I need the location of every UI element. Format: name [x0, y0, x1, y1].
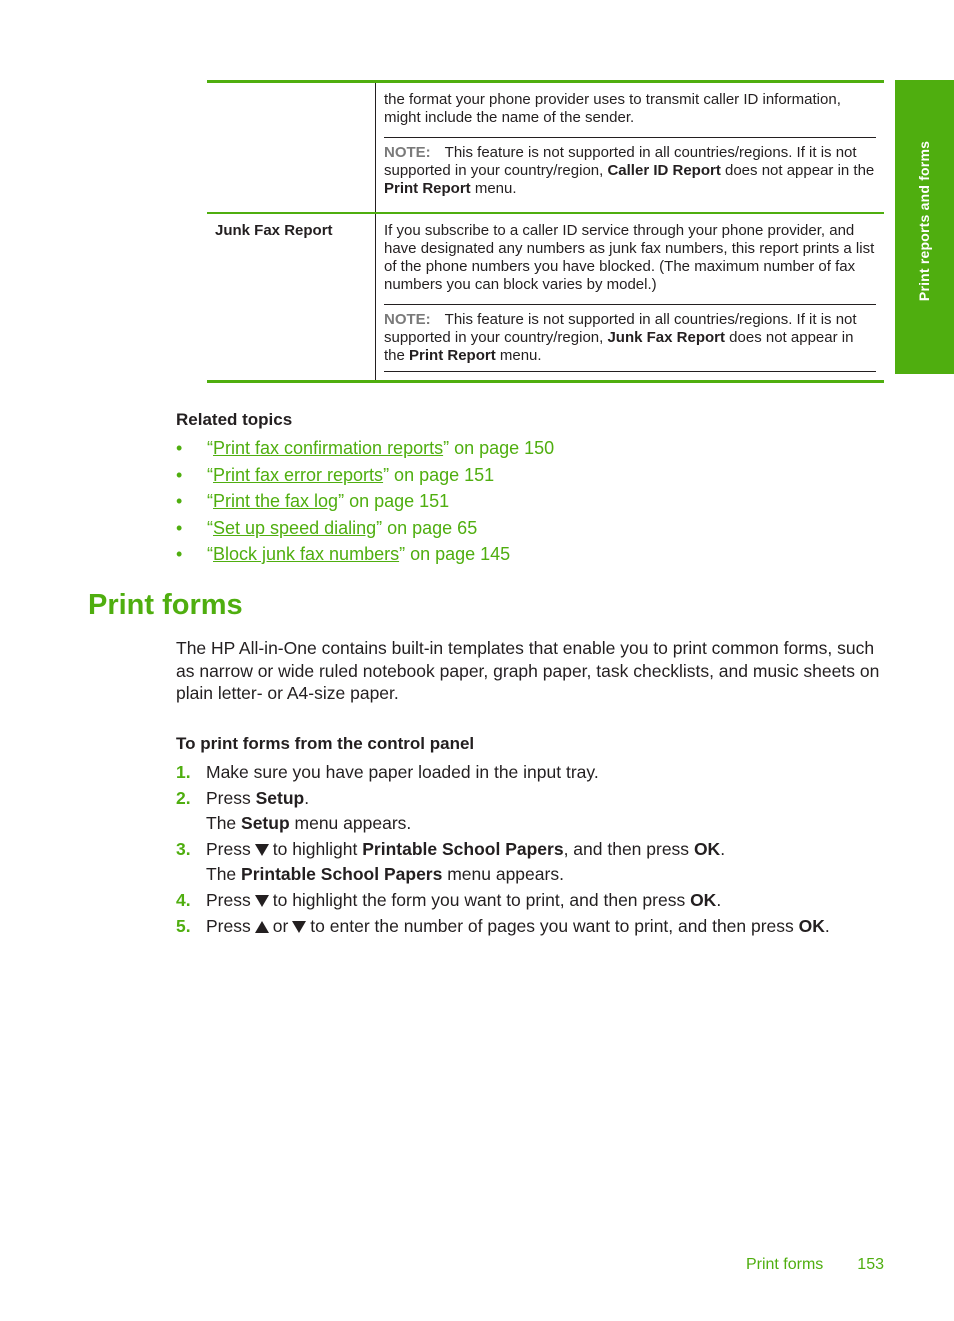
note-box	[384, 137, 876, 204]
step-text: .	[824, 916, 830, 936]
step-text: or	[272, 916, 289, 936]
step-text: Press	[206, 839, 251, 859]
related-link[interactable]: Print fax error reports	[213, 464, 384, 485]
bullet-icon: •	[176, 544, 183, 564]
step-1	[176, 760, 896, 785]
step-result: menu appears.	[289, 813, 412, 833]
step-text: .	[720, 839, 726, 859]
related-link[interactable]: Print the fax log	[213, 491, 339, 511]
note-label: NOTE:	[384, 311, 431, 328]
step-text: Press	[206, 890, 251, 910]
note-label: NOTE:	[384, 144, 431, 161]
step-result: menu appears.	[442, 864, 564, 884]
note-text: menu.	[495, 347, 542, 364]
step-text: Press	[206, 916, 251, 936]
procedure-heading: To print forms from the control panel	[176, 734, 475, 753]
button-name: OK	[693, 839, 721, 859]
note-box	[384, 304, 876, 372]
note-text: does not appear in the	[720, 162, 875, 179]
menu-name: Printable School Papers	[362, 839, 564, 859]
list-item	[176, 542, 554, 569]
row-text: If you subscribe to a caller ID service through your phone provider, and have designated any numbers as junk fax numbers, this report prints a list of the phone numbers you have blocked. (The maximum number of fax numbers you can block varies by model.)	[384, 222, 875, 293]
step-text: .	[716, 890, 722, 910]
note-text: This feature is not supported in all countries/regions. If it is not supported in your country/region,	[384, 144, 857, 179]
step-number: 1.	[176, 762, 191, 782]
quote-mark: “	[207, 517, 213, 538]
step-number: 2.	[176, 788, 191, 808]
note-text: does not appear in the	[384, 329, 854, 364]
step-text: to enter the number of pages you want to print, and then press	[310, 916, 799, 936]
step-number: 3.	[176, 839, 191, 859]
step-text: Press	[206, 788, 256, 808]
note-text: menu.	[470, 180, 517, 197]
step-number: 5.	[176, 916, 191, 936]
related-link[interactable]: Block junk fax numbers	[213, 544, 400, 564]
down-arrow-icon	[292, 921, 306, 933]
down-arrow-icon	[255, 844, 269, 856]
page-reference: ” on page 65	[376, 517, 478, 538]
menu-name: Setup	[241, 813, 290, 833]
bullet-icon: •	[176, 438, 183, 458]
step-result: The	[206, 864, 242, 884]
note-text: This feature is not supported in all countries/regions. If it is not supported in your country/region,	[384, 311, 857, 346]
down-arrow-icon	[255, 895, 269, 907]
step-text: , and then press	[563, 839, 694, 859]
step-2	[176, 786, 896, 836]
related-link[interactable]: Print fax confirmation reports	[213, 438, 444, 458]
row-label	[207, 82, 376, 214]
step-text: to highlight	[272, 839, 363, 859]
page-footer	[746, 1256, 884, 1274]
bullet-icon: •	[176, 517, 183, 538]
menu-name: Printable School Papers	[241, 864, 443, 884]
up-arrow-icon	[255, 921, 269, 933]
step-number: 4.	[176, 890, 191, 910]
button-name: OK	[798, 916, 825, 936]
button-name: OK	[690, 890, 717, 910]
list-item	[176, 489, 554, 516]
quote-mark: “	[207, 544, 213, 564]
note-menu-name: Print Report	[409, 347, 496, 364]
page-reference: ” on page 145	[399, 544, 511, 564]
row-text: the format your phone provider uses to transmit caller ID information, might include the name of the sender.	[384, 91, 841, 126]
row-description	[376, 213, 885, 382]
intro-paragraph: The HP All-in-One contains built-in templates that enable you to print common forms, such as narrow or wide ruled notebook paper, graph paper, task checklists, and music sheets on plain letter- or A4-size paper.	[176, 638, 880, 703]
section-title: Print forms	[88, 589, 243, 621]
quote-mark: “	[207, 464, 213, 485]
step-text: .	[304, 788, 310, 808]
bullet-icon: •	[176, 464, 183, 485]
related-topics-list	[176, 436, 554, 569]
step-text: to highlight the form you want to print, and then press	[272, 890, 691, 910]
note-menu-name: Print Report	[384, 180, 471, 197]
step-4	[176, 888, 896, 913]
table-row	[207, 82, 884, 214]
quote-mark: “	[207, 438, 213, 458]
row-label: Junk Fax Report	[207, 213, 376, 382]
side-tab	[895, 80, 954, 374]
side-tab-label: Print reports and forms	[916, 140, 932, 302]
procedure-steps	[176, 760, 896, 939]
page-reference: ” on page 151	[338, 491, 450, 511]
list-item	[176, 463, 554, 490]
step-result: The	[206, 813, 242, 833]
page-reference: ” on page 151	[383, 464, 495, 485]
related-link[interactable]: Set up speed dialing	[213, 517, 377, 538]
report-table	[207, 80, 884, 383]
related-topics-heading: Related topics	[176, 410, 293, 429]
row-description	[376, 82, 885, 214]
list-item	[176, 436, 554, 463]
footer-section-name: Print forms	[745, 1256, 824, 1273]
step-5	[176, 914, 896, 939]
step-text: Make sure you have paper loaded in the input tray.	[206, 762, 599, 782]
quote-mark: “	[207, 491, 213, 511]
list-item	[176, 516, 554, 543]
page-number: 153	[857, 1256, 884, 1273]
bullet-icon: •	[176, 491, 183, 511]
page-reference: ” on page 150	[443, 438, 555, 458]
button-name: Setup	[255, 788, 305, 808]
table-row	[207, 213, 884, 382]
note-report-name: Caller ID Report	[607, 162, 721, 179]
step-3	[176, 837, 896, 887]
note-report-name: Junk Fax Report	[607, 329, 725, 346]
